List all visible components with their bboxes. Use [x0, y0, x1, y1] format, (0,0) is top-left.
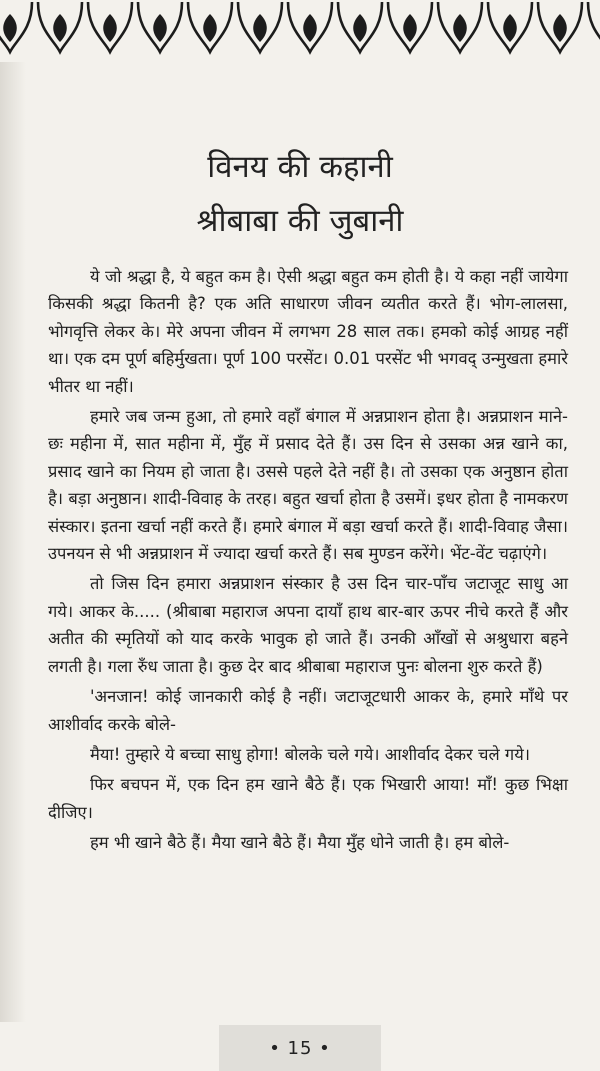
border-leaf	[403, 14, 417, 42]
border-leaf	[253, 14, 267, 42]
border-leaf	[53, 14, 67, 42]
title-line-1: विनय की कहानी	[207, 149, 393, 185]
decorative-border	[0, 0, 600, 62]
border-leaf	[503, 14, 517, 42]
page-footer	[0, 1025, 600, 1071]
paragraph: ये जो श्रद्धा है, ये बहुत कम है। ऐसी श्रद्धा बहुत कम होती है। ये कहा नहीं जायेगा किसकी श्रद्धा कितनी है? एक अति साधारण जीवन व्यतीत करते हैं। भोग-लालसा, भोगवृत्ति लेकर के। मेरे अपना जीवन में लगभग 28 साल तक। हमको कोई आग्रह नहीं था। एक दम पूर्ण बहिर्मुखता। पूर्ण 100 परसेंट। 0.01 परसेंट भी भगवद् उन्मुखता हमारे भीतर था नहीं।	[48, 267, 568, 396]
border-leaf	[3, 14, 17, 42]
border-leaf	[103, 14, 117, 42]
body-text	[48, 263, 568, 860]
paragraph: हम भी खाने बैठे हैं। मैया खाने बैठे हैं। मैया मुँह धोने जाती है। हम बोले-	[90, 833, 510, 853]
border-leaf	[353, 14, 367, 42]
paragraph: तो जिस दिन हमारा अन्नप्राशन संस्कार है उस दिन चार-पाँच जटाजूट साधु आ गये। आकर के..... (श्रीबाबा महाराज अपना दायाँ हाथ बार-बार ऊपर नीचे करते हैं और अतीत की स्मृतियों को याद करके भावुक हो जाते हैं। उनकी आँखों से अश्रुधारा बहने लगती है। गला रुँध जाता है। कुछ देर बाद श्रीबाबा महाराज पुनः बोलना शुरु करते हैं)	[48, 574, 568, 676]
chapter-title	[0, 140, 600, 248]
border-motif	[588, 2, 600, 52]
page-number: • 15 •	[219, 1025, 381, 1071]
title-line-2: श्रीबाबा की जुबानी	[196, 203, 404, 239]
paragraph: मैया! तुम्हारे ये बच्चा साधु होगा! बोलके चले गये। आशीर्वाद देकर चले गये।	[90, 744, 531, 764]
paragraph: फिर बचपन में, एक दिन हम खाने बैठे हैं। एक भिखारी आया! माँ! कुछ भिक्षा दीजिए।	[48, 775, 568, 822]
paragraph: हमारे जब जन्म हुआ, तो हमारे वहाँ बंगाल में अन्नप्राशन होता है। अन्नप्राशन माने-छः महीना में, सात महीना में, मुँह में प्रसाद देते हैं। उस दिन से उसका अन्न खाने का, प्रसाद खाने का नियम हो जाता है। उससे पहले देते नहीं है। तो उसका एक अनुष्ठान होता है। बड़ा अनुष्ठान। शादी-विवाह के तरह। बहुत खर्चा होता है उसमें। इधर होता है नामकरण संस्कार। इतना खर्चा नहीं करते हैं। हमारे बंगाल में बड़ा खर्चा करते हैं। शादी-विवाह जैसा। उपनयन से भी अन्नप्राशन में ज्यादा खर्चा करते हैं। सब मुण्डन करेंगे। भेंट-वेंट चढ़ाएंगे।	[48, 407, 568, 564]
border-leaf	[453, 14, 467, 42]
border-leaf	[303, 14, 317, 42]
border-leaf	[153, 14, 167, 42]
border-leaf	[553, 14, 567, 42]
paragraph: 'अनजान! कोई जानकारी कोई है नहीं। जटाजूटधारी आकर के, हमारे माँथे पर आशीर्वाद करके बोले-	[48, 687, 568, 734]
border-leaf	[203, 14, 217, 42]
